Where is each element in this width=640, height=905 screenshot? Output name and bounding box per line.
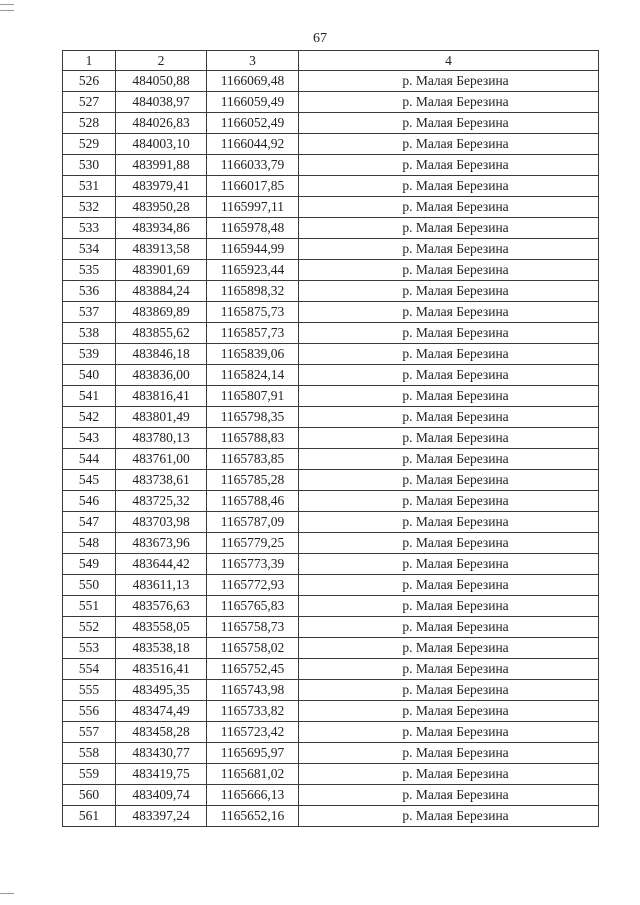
x-coordinate-cell: 483576,63 (116, 596, 207, 617)
x-coordinate-cell: 483397,24 (116, 806, 207, 827)
table-row (63, 260, 599, 281)
table-row (63, 764, 599, 785)
description-cell: р. Малая Березина (299, 365, 599, 386)
table-row (63, 722, 599, 743)
x-coordinate-cell: 483495,35 (116, 680, 207, 701)
table-row (63, 71, 599, 92)
point-number-cell: 544 (63, 449, 116, 470)
x-coordinate-cell: 483430,77 (116, 743, 207, 764)
x-coordinate-cell: 483419,75 (116, 764, 207, 785)
x-coordinate-cell: 483644,42 (116, 554, 207, 575)
description-cell: р. Малая Березина (299, 260, 599, 281)
table-row (63, 197, 599, 218)
y-coordinate-cell: 1165788,46 (207, 491, 299, 512)
description-cell: р. Малая Березина (299, 575, 599, 596)
table-row (63, 554, 599, 575)
x-coordinate-cell: 483761,00 (116, 449, 207, 470)
description-cell: р. Малая Березина (299, 743, 599, 764)
description-cell: р. Малая Березина (299, 134, 599, 155)
y-coordinate-cell: 1166059,49 (207, 92, 299, 113)
description-cell: р. Малая Березина (299, 617, 599, 638)
table-row (63, 92, 599, 113)
table-row (63, 428, 599, 449)
y-coordinate-cell: 1165839,06 (207, 344, 299, 365)
description-cell: р. Малая Березина (299, 680, 599, 701)
x-coordinate-cell: 483516,41 (116, 659, 207, 680)
point-number-cell: 535 (63, 260, 116, 281)
x-coordinate-cell: 483673,96 (116, 533, 207, 554)
description-cell: р. Малая Березина (299, 386, 599, 407)
table-row (63, 512, 599, 533)
point-number-cell: 530 (63, 155, 116, 176)
point-number-cell: 555 (63, 680, 116, 701)
point-number-cell: 533 (63, 218, 116, 239)
point-number-cell: 532 (63, 197, 116, 218)
description-cell: р. Малая Березина (299, 281, 599, 302)
point-number-cell: 558 (63, 743, 116, 764)
description-cell: р. Малая Березина (299, 659, 599, 680)
description-cell: р. Малая Березина (299, 533, 599, 554)
y-coordinate-cell: 1165807,91 (207, 386, 299, 407)
point-number-cell: 548 (63, 533, 116, 554)
point-number-cell: 559 (63, 764, 116, 785)
x-coordinate-cell: 483611,13 (116, 575, 207, 596)
x-coordinate-cell: 483458,28 (116, 722, 207, 743)
point-number-cell: 528 (63, 113, 116, 134)
description-cell: р. Малая Березина (299, 323, 599, 344)
y-coordinate-cell: 1165758,73 (207, 617, 299, 638)
description-cell: р. Малая Березина (299, 71, 599, 92)
x-coordinate-cell: 483725,32 (116, 491, 207, 512)
x-coordinate-cell: 483901,69 (116, 260, 207, 281)
y-coordinate-cell: 1166044,92 (207, 134, 299, 155)
point-number-cell: 531 (63, 176, 116, 197)
y-coordinate-cell: 1165788,83 (207, 428, 299, 449)
point-number-cell: 542 (63, 407, 116, 428)
x-coordinate-cell: 484003,10 (116, 134, 207, 155)
description-cell: р. Малая Березина (299, 218, 599, 239)
table-row (63, 638, 599, 659)
table-row (63, 806, 599, 827)
table-row (63, 743, 599, 764)
table-row (63, 617, 599, 638)
y-coordinate-cell: 1165783,85 (207, 449, 299, 470)
y-coordinate-cell: 1166052,49 (207, 113, 299, 134)
point-number-cell: 552 (63, 617, 116, 638)
y-coordinate-cell: 1165875,73 (207, 302, 299, 323)
description-cell: р. Малая Березина (299, 554, 599, 575)
y-coordinate-cell: 1165695,97 (207, 743, 299, 764)
table-body (63, 71, 599, 827)
x-coordinate-cell: 483558,05 (116, 617, 207, 638)
y-coordinate-cell: 1165923,44 (207, 260, 299, 281)
table-row (63, 470, 599, 491)
point-number-cell: 545 (63, 470, 116, 491)
point-number-cell: 550 (63, 575, 116, 596)
x-coordinate-cell: 483991,88 (116, 155, 207, 176)
table-row (63, 596, 599, 617)
description-cell: р. Малая Березина (299, 638, 599, 659)
description-cell: р. Малая Березина (299, 491, 599, 512)
table-row (63, 575, 599, 596)
description-cell: р. Малая Березина (299, 764, 599, 785)
y-coordinate-cell: 1165681,02 (207, 764, 299, 785)
x-coordinate-cell: 483703,98 (116, 512, 207, 533)
y-coordinate-cell: 1165743,98 (207, 680, 299, 701)
x-coordinate-cell: 483979,41 (116, 176, 207, 197)
table-row (63, 239, 599, 260)
x-coordinate-cell: 483738,61 (116, 470, 207, 491)
edge-mark (0, 893, 14, 894)
y-coordinate-cell: 1166069,48 (207, 71, 299, 92)
y-coordinate-cell: 1165787,09 (207, 512, 299, 533)
y-coordinate-cell: 1165857,73 (207, 323, 299, 344)
description-cell: р. Малая Березина (299, 302, 599, 323)
point-number-cell: 557 (63, 722, 116, 743)
description-cell: р. Малая Березина (299, 512, 599, 533)
point-number-cell: 554 (63, 659, 116, 680)
y-coordinate-cell: 1165772,93 (207, 575, 299, 596)
table-row (63, 281, 599, 302)
table-row (63, 302, 599, 323)
x-coordinate-cell: 483816,41 (116, 386, 207, 407)
table-row (63, 386, 599, 407)
description-cell: р. Малая Березина (299, 806, 599, 827)
description-cell: р. Малая Березина (299, 239, 599, 260)
y-coordinate-cell: 1165824,14 (207, 365, 299, 386)
table-row (63, 323, 599, 344)
point-number-cell: 527 (63, 92, 116, 113)
table-row (63, 680, 599, 701)
description-cell: р. Малая Березина (299, 722, 599, 743)
x-coordinate-cell: 483934,86 (116, 218, 207, 239)
x-coordinate-cell: 483474,49 (116, 701, 207, 722)
point-number-cell: 543 (63, 428, 116, 449)
y-coordinate-cell: 1166033,79 (207, 155, 299, 176)
point-number-cell: 553 (63, 638, 116, 659)
y-coordinate-cell: 1165752,45 (207, 659, 299, 680)
point-number-cell: 560 (63, 785, 116, 806)
y-coordinate-cell: 1165773,39 (207, 554, 299, 575)
description-cell: р. Малая Березина (299, 407, 599, 428)
point-number-cell: 549 (63, 554, 116, 575)
x-coordinate-cell: 483869,89 (116, 302, 207, 323)
header-col-3: 3 (207, 51, 299, 71)
x-coordinate-cell: 483846,18 (116, 344, 207, 365)
x-coordinate-cell: 483801,49 (116, 407, 207, 428)
description-cell: р. Малая Березина (299, 113, 599, 134)
y-coordinate-cell: 1165898,32 (207, 281, 299, 302)
table-row (63, 449, 599, 470)
x-coordinate-cell: 483780,13 (116, 428, 207, 449)
y-coordinate-cell: 1165978,48 (207, 218, 299, 239)
description-cell: р. Малая Березина (299, 92, 599, 113)
description-cell: р. Малая Березина (299, 176, 599, 197)
y-coordinate-cell: 1165652,16 (207, 806, 299, 827)
edge-mark (0, 10, 14, 11)
description-cell: р. Малая Березина (299, 470, 599, 491)
description-cell: р. Малая Березина (299, 197, 599, 218)
x-coordinate-cell: 483409,74 (116, 785, 207, 806)
table-row (63, 701, 599, 722)
y-coordinate-cell: 1165733,82 (207, 701, 299, 722)
x-coordinate-cell: 483538,18 (116, 638, 207, 659)
y-coordinate-cell: 1165765,83 (207, 596, 299, 617)
point-number-cell: 561 (63, 806, 116, 827)
description-cell: р. Малая Березина (299, 785, 599, 806)
table-row (63, 218, 599, 239)
point-number-cell: 539 (63, 344, 116, 365)
table-row (63, 659, 599, 680)
header-col-4: 4 (299, 51, 599, 71)
point-number-cell: 537 (63, 302, 116, 323)
table-row (63, 785, 599, 806)
table-row (63, 365, 599, 386)
point-number-cell: 546 (63, 491, 116, 512)
x-coordinate-cell: 483836,00 (116, 365, 207, 386)
table-row (63, 407, 599, 428)
header-col-2: 2 (116, 51, 207, 71)
table-row (63, 176, 599, 197)
description-cell: р. Малая Березина (299, 344, 599, 365)
table-row (63, 113, 599, 134)
point-number-cell: 547 (63, 512, 116, 533)
y-coordinate-cell: 1165997,11 (207, 197, 299, 218)
table-row (63, 155, 599, 176)
coordinates-table (62, 50, 599, 827)
description-cell: р. Малая Березина (299, 449, 599, 470)
y-coordinate-cell: 1165798,35 (207, 407, 299, 428)
x-coordinate-cell: 484038,97 (116, 92, 207, 113)
point-number-cell: 540 (63, 365, 116, 386)
table-row (63, 491, 599, 512)
y-coordinate-cell: 1165723,42 (207, 722, 299, 743)
table-row (63, 134, 599, 155)
x-coordinate-cell: 484050,88 (116, 71, 207, 92)
table-row (63, 344, 599, 365)
point-number-cell: 541 (63, 386, 116, 407)
y-coordinate-cell: 1165944,99 (207, 239, 299, 260)
y-coordinate-cell: 1165785,28 (207, 470, 299, 491)
header-col-1: 1 (63, 51, 116, 71)
point-number-cell: 551 (63, 596, 116, 617)
y-coordinate-cell: 1166017,85 (207, 176, 299, 197)
point-number-cell: 529 (63, 134, 116, 155)
table-row (63, 533, 599, 554)
x-coordinate-cell: 483950,28 (116, 197, 207, 218)
x-coordinate-cell: 483884,24 (116, 281, 207, 302)
x-coordinate-cell: 483913,58 (116, 239, 207, 260)
point-number-cell: 556 (63, 701, 116, 722)
description-cell: р. Малая Березина (299, 701, 599, 722)
point-number-cell: 538 (63, 323, 116, 344)
x-coordinate-cell: 484026,83 (116, 113, 207, 134)
y-coordinate-cell: 1165666,13 (207, 785, 299, 806)
page-number: 67 (313, 31, 327, 46)
y-coordinate-cell: 1165779,25 (207, 533, 299, 554)
point-number-cell: 534 (63, 239, 116, 260)
point-number-cell: 526 (63, 71, 116, 92)
description-cell: р. Малая Березина (299, 155, 599, 176)
edge-mark (0, 4, 14, 5)
table-header-row (63, 51, 599, 71)
point-number-cell: 536 (63, 281, 116, 302)
description-cell: р. Малая Березина (299, 596, 599, 617)
x-coordinate-cell: 483855,62 (116, 323, 207, 344)
description-cell: р. Малая Березина (299, 428, 599, 449)
y-coordinate-cell: 1165758,02 (207, 638, 299, 659)
